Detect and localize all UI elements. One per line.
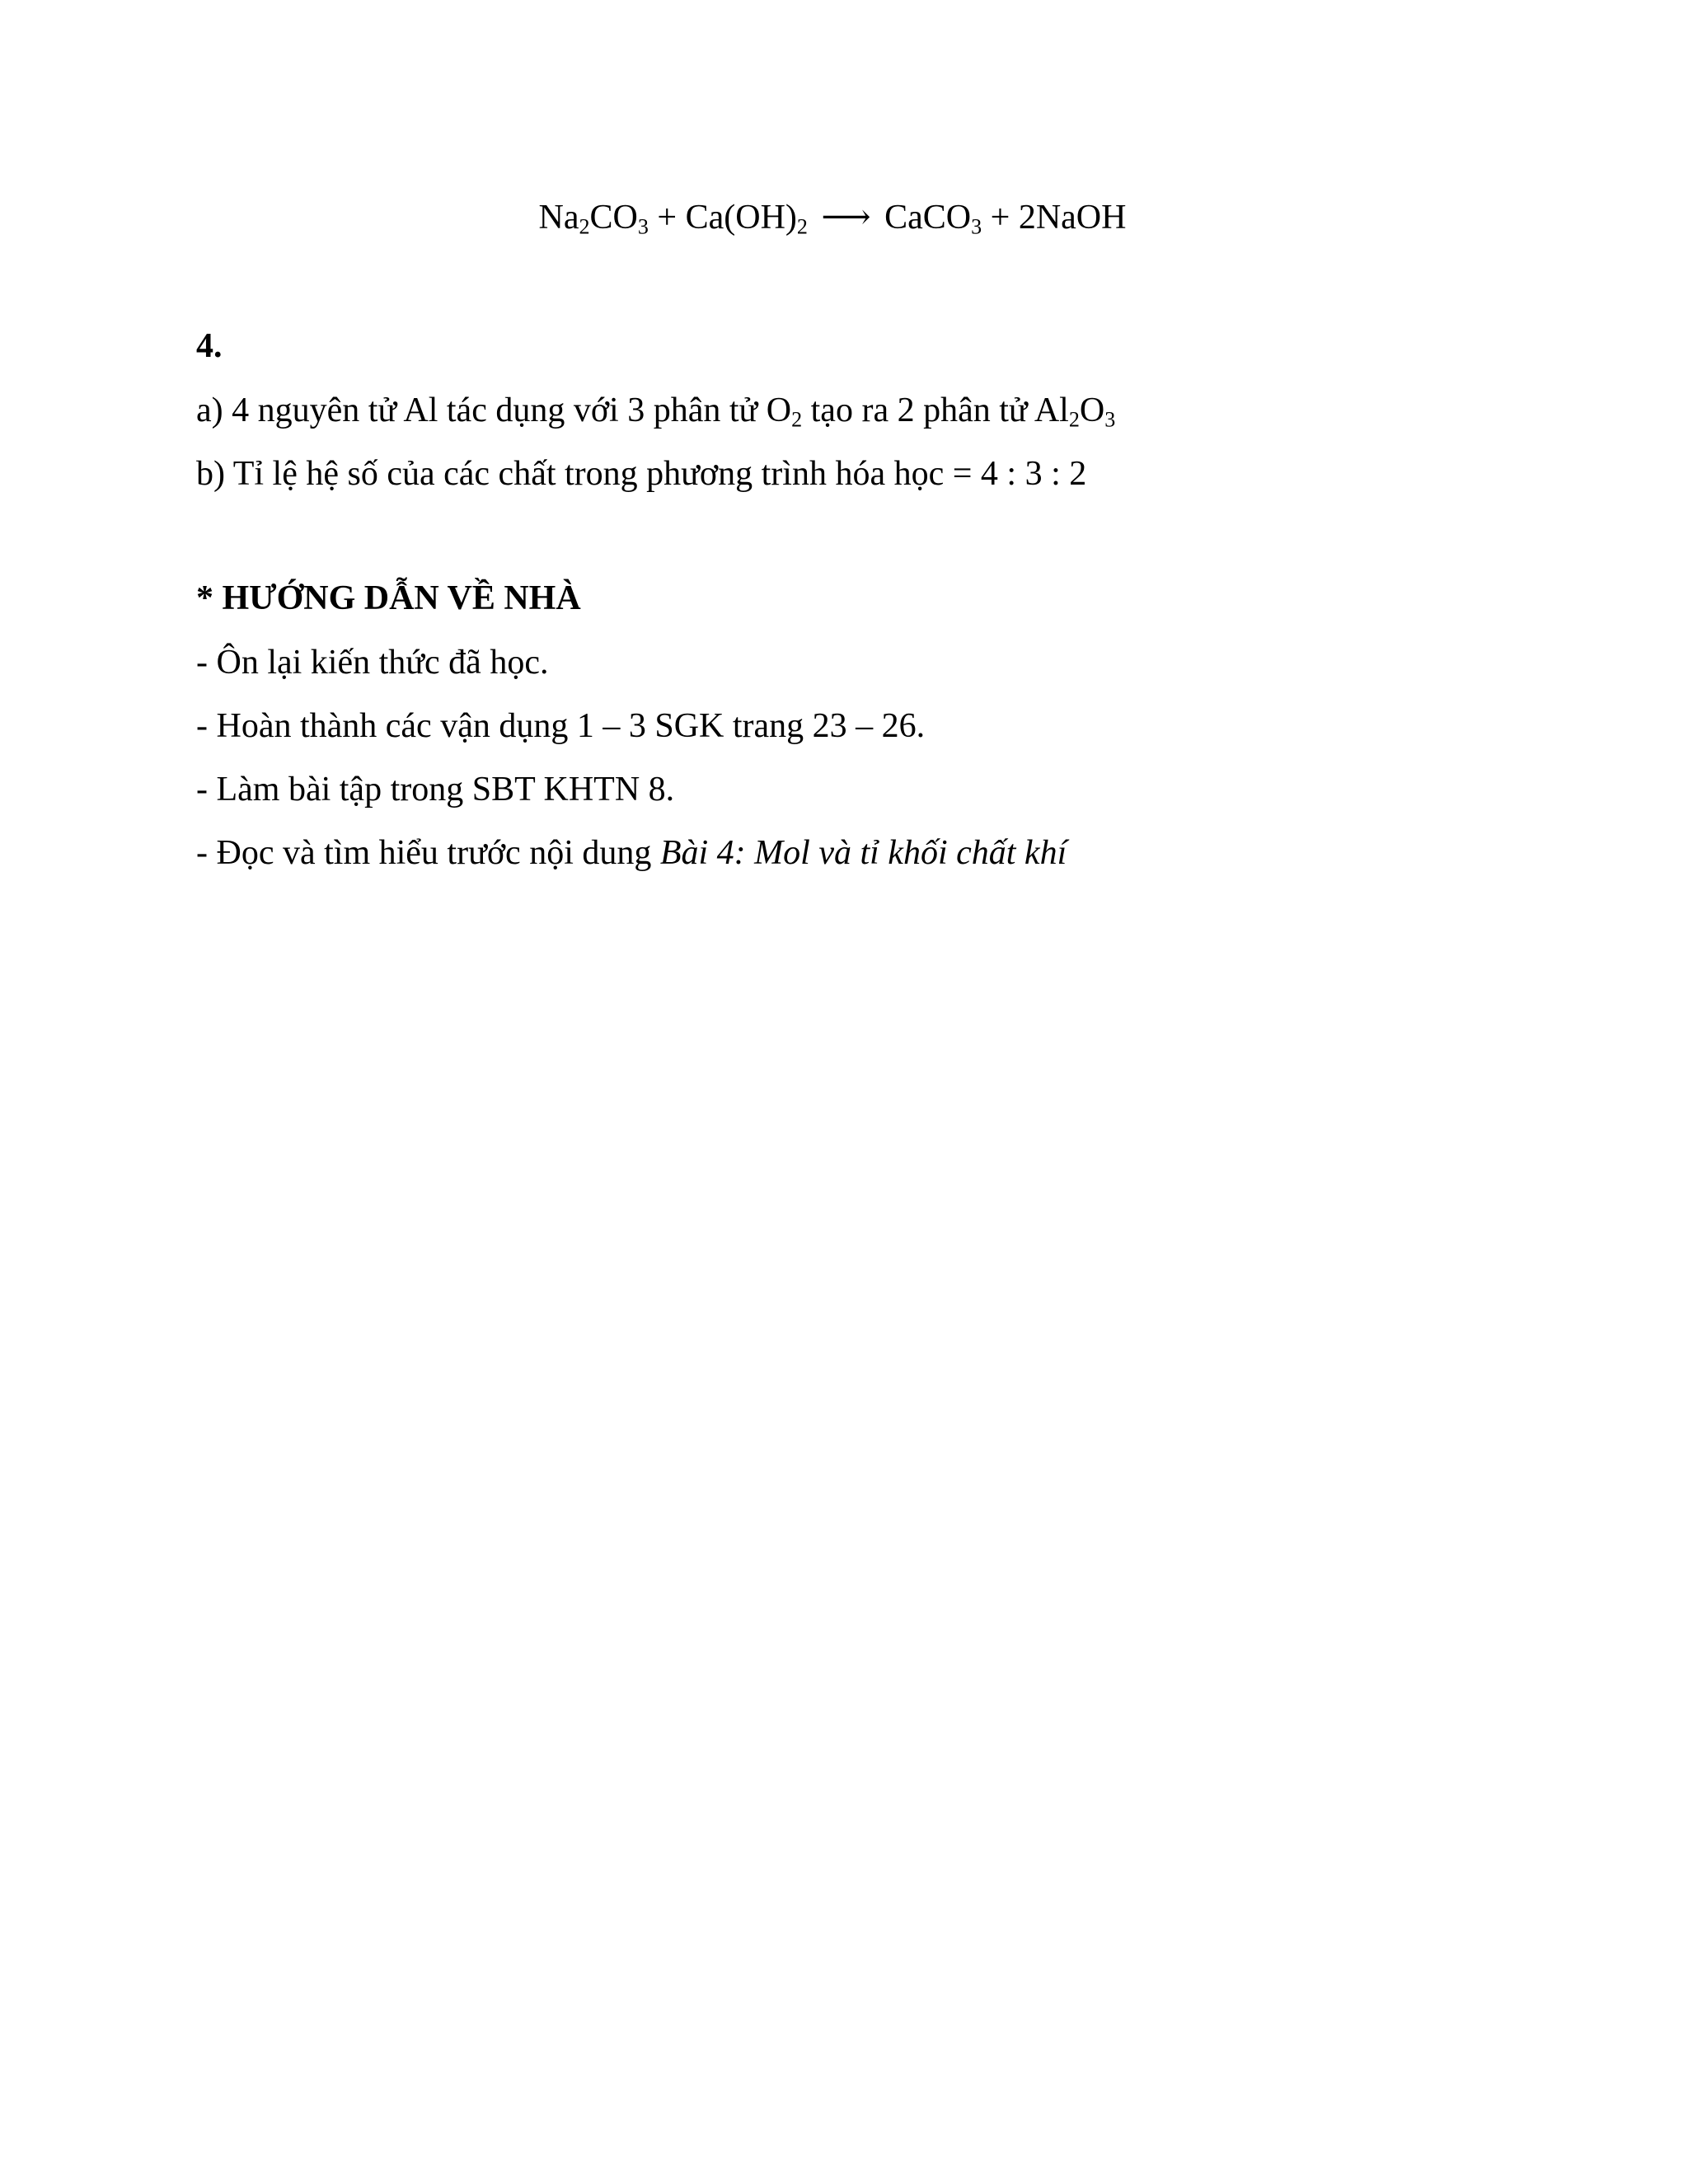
plus-sign: + — [657, 199, 678, 237]
homework-item: - Hoàn thành các vận dụng 1 – 3 SGK trang 23 – 26. — [196, 707, 926, 745]
homework-item-next-lesson: - Đọc và tìm hiểu trước nội dung Bài 4: Mol và tỉ khối chất khí — [196, 834, 1067, 872]
section-4-part-b: b) Tỉ lệ hệ số của các chất trong phương trình hóa học = 4 : 3 : 2 — [196, 455, 1087, 493]
section-4-part-a: a) 4 nguyên tử Al tác dụng với 3 phân tử $O_2$ tạo ra 2 phân tử $Al_2O_3$ — [196, 391, 1116, 432]
reactant-caoh2: $Ca(OH)_2$ — [685, 199, 808, 239]
product-naoh: 2NaOH — [1018, 199, 1127, 237]
reaction-arrow: ⟶ — [821, 199, 871, 237]
homework-item: - Làm bài tập trong SBT KHTN 8. — [196, 771, 675, 808]
section-4-heading: 4. — [196, 327, 223, 365]
plus-sign: + — [990, 199, 1010, 237]
homework-heading: * HƯỚNG DẪN VỀ NHÀ — [196, 579, 581, 617]
product-caco3: CaCO$_3$ — [884, 199, 982, 239]
chemical-equation — [0, 196, 1688, 239]
homework-item: - Ôn lại kiến thức đã học. — [196, 644, 549, 682]
next-lesson-title: Bài 4: Mol và tỉ khối chất khí — [659, 834, 1067, 872]
reactant-na2co3: $Na_2CO_3$ — [538, 199, 649, 239]
